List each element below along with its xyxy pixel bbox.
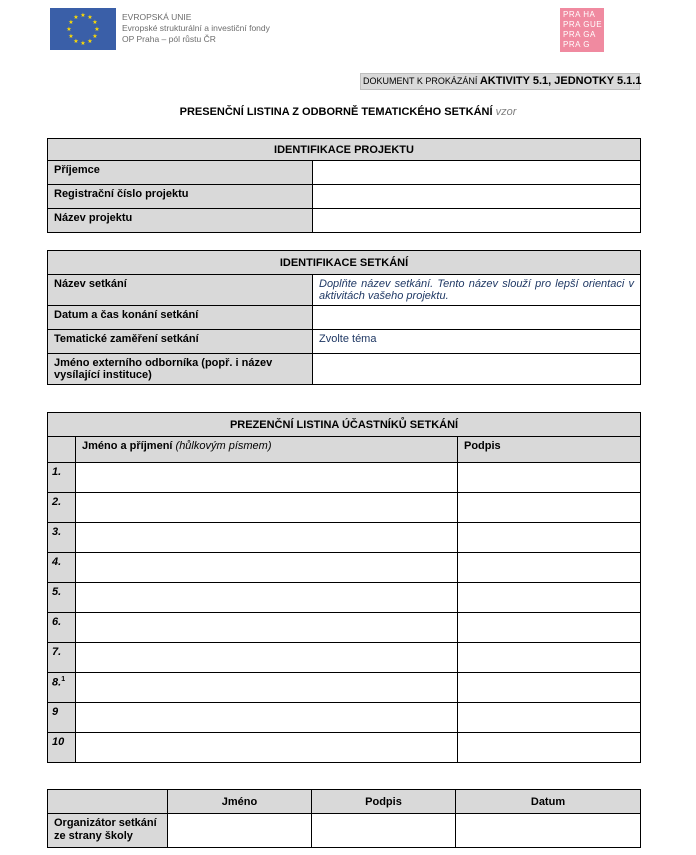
document-tag: [360, 73, 640, 90]
eu-line: OP Praha – pól růstu ČR: [122, 34, 216, 44]
row-number: 1.: [48, 463, 76, 493]
participant-sign-cell[interactable]: [458, 493, 641, 523]
row-number: 3.: [48, 523, 76, 553]
eu-line: Evropské strukturální a investiční fondy: [122, 23, 270, 33]
row-number: 5.: [48, 583, 76, 613]
svg-text:★: ★: [92, 33, 98, 40]
organizer-corner: [48, 790, 168, 814]
participant-name-cell[interactable]: [76, 703, 458, 733]
participant-name-cell[interactable]: [76, 583, 458, 613]
row-number: 10: [48, 733, 76, 763]
praha-line: PRA GA: [563, 30, 596, 39]
praha-line: PRA GUE: [563, 20, 603, 29]
eu-line: EVROPSKÁ UNIE: [122, 12, 192, 22]
organizer-col-sign: Podpis: [312, 790, 456, 814]
title-main: PRESENČNÍ LISTINA Z ODBORNĚ TEMATICKÉHO SETKÁNÍ: [179, 106, 496, 118]
row-number-label: 8.: [52, 676, 62, 689]
meeting-label-topic: Tematické zaměření setkání: [48, 330, 313, 354]
svg-text:★: ★: [94, 26, 100, 33]
participant-sign-cell[interactable]: [458, 553, 641, 583]
participant-name-cell[interactable]: [76, 643, 458, 673]
organizer-col-name: Jméno: [168, 790, 312, 814]
organizer-sign-cell[interactable]: [312, 814, 456, 848]
svg-text:★: ★: [87, 14, 93, 21]
eu-stars-icon: [50, 8, 116, 50]
meeting-heading: IDENTIFIKACE SETKÁNÍ: [48, 251, 641, 275]
participant-sign-cell[interactable]: [458, 613, 641, 643]
participant-sign-cell[interactable]: [458, 643, 641, 673]
svg-text:★: ★: [80, 40, 86, 47]
organizer-col-date: Datum: [456, 790, 641, 814]
meeting-identification-table: [47, 250, 641, 385]
eu-flag-logo: [50, 8, 116, 50]
project-value-reg-number[interactable]: [313, 185, 641, 209]
meeting-label-datetime: Datum a čas konání setkání: [48, 306, 313, 330]
organizer-label: Organizátor setkání ze strany školy: [48, 814, 168, 848]
project-label-recipient: Příjemce: [48, 161, 313, 185]
row-number: [48, 673, 76, 703]
organizer-date-cell[interactable]: [456, 814, 641, 848]
project-identification-table: [47, 138, 641, 233]
page-title: [0, 106, 696, 118]
participant-sign-cell[interactable]: [458, 463, 641, 493]
participant-name-cell[interactable]: [76, 493, 458, 523]
participants-num-header: [48, 437, 76, 463]
row-number: 6.: [48, 613, 76, 643]
project-label-name: Název projektu: [48, 209, 313, 233]
participant-name-cell[interactable]: [76, 553, 458, 583]
svg-text:★: ★: [68, 19, 74, 26]
name-col-hint: (hůlkovým písmem): [175, 440, 272, 452]
row-number: 7.: [48, 643, 76, 673]
row-number: 4.: [48, 553, 76, 583]
participant-sign-cell[interactable]: [458, 703, 641, 733]
meeting-value-datetime[interactable]: [313, 306, 641, 330]
meeting-value-name[interactable]: Doplňte název setkání. Tento název slouží pro lepší orientaci v aktivitách vašeho projektu.: [313, 275, 641, 306]
row-number: 9: [48, 703, 76, 733]
participant-name-cell[interactable]: [76, 523, 458, 553]
participant-sign-cell[interactable]: [458, 673, 641, 703]
praha-logo: [560, 8, 604, 52]
footnote-mark: 1: [61, 676, 66, 683]
svg-text:★: ★: [87, 38, 93, 45]
eu-logo-text: [122, 12, 270, 45]
participant-name-cell[interactable]: [76, 673, 458, 703]
svg-text:★: ★: [68, 33, 74, 40]
project-value-name[interactable]: [313, 209, 641, 233]
project-label-reg-number: Registrační číslo projektu: [48, 185, 313, 209]
participants-sign-header: Podpis: [458, 437, 641, 463]
name-col-label: Jméno a příjmení: [82, 440, 176, 452]
title-suffix: vzor: [495, 106, 517, 118]
participant-name-cell[interactable]: [76, 613, 458, 643]
participant-name-cell[interactable]: [76, 733, 458, 763]
praha-line: PRA G: [563, 40, 590, 49]
project-value-recipient[interactable]: [313, 161, 641, 185]
participant-sign-cell[interactable]: [458, 583, 641, 613]
svg-text:★: ★: [66, 26, 72, 33]
meeting-label-name: Název setkání: [48, 275, 313, 306]
meeting-label-expert: Jméno externího odborníka (popř. i název vysílající instituce): [48, 354, 313, 385]
svg-text:★: ★: [92, 19, 98, 26]
participants-heading: PREZENČNÍ LISTINA ÚČASTNÍKŮ SETKÁNÍ: [48, 413, 641, 437]
svg-text:★: ★: [73, 38, 79, 45]
project-heading: IDENTIFIKACE PROJEKTU: [48, 139, 641, 161]
row-number: 2.: [48, 493, 76, 523]
participant-name-cell[interactable]: [76, 463, 458, 493]
meeting-value-topic[interactable]: Zvolte téma: [313, 330, 641, 354]
participant-sign-cell[interactable]: [458, 733, 641, 763]
organizer-table: [47, 789, 641, 848]
svg-text:★: ★: [73, 14, 79, 21]
praha-line: PRA HA: [563, 10, 596, 19]
organizer-name-cell[interactable]: [168, 814, 312, 848]
doc-tag-bold: AKTIVITY 5.1, JEDNOTKY 5.1.1: [479, 75, 642, 87]
participants-table: [47, 412, 641, 763]
svg-text:★: ★: [80, 12, 86, 19]
meeting-value-expert[interactable]: [313, 354, 641, 385]
participants-name-header: [76, 437, 458, 463]
participant-sign-cell[interactable]: [458, 523, 641, 553]
doc-tag-prefix: DOKUMENT K PROKÁZÁNÍ: [363, 76, 480, 86]
